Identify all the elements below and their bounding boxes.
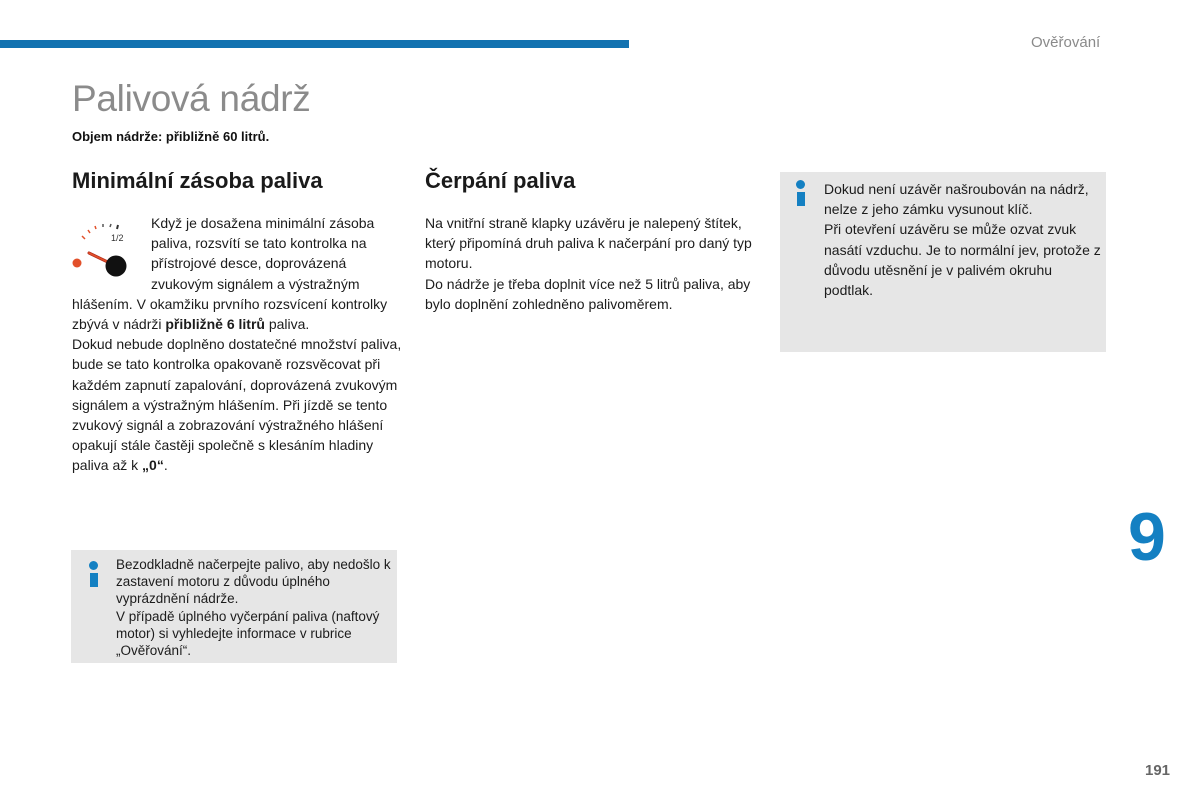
- info-box-fuel-cap-text: Dokud není uzávěr našroubován na nádrž, nelze z jeho zámku vysunout klíč. Při otevření uzávěru se může ozvat zvuk nasátí vzduchu. Je to normální jev, protože z důvodu utěsnění je v palivém okruhu podtlak.: [824, 181, 1101, 299]
- minimum-fuel-para-2: Dokud nebude doplněno dostatečné množství paliva, bude se tato kontrolka opakovaně rozsvěcovat při každém zapnutí zapalování, doprovázená zvukovým signálem a výstražným hlášením. Při jízdě se tento zvukový signál a zobrazování výstražného hlášení opakují stále častěji společně s klesáním hladiny paliva až k „0“.: [72, 336, 402, 474]
- top-accent-bar: [0, 40, 629, 48]
- minimum-fuel-section: [72, 213, 402, 476]
- info-box-empty-tank-text: Bezodkladně načerpejte palivo, aby nedošlo k zastavení motoru z důvodu úplného vyprázdnění nádrže. V případě úplného vyčerpání paliva (naftový motor) si vyhledejte informace v rubrice „Ověřování“.: [116, 557, 391, 659]
- section-header: Ověřování: [1031, 34, 1101, 51]
- info-icon: [796, 180, 805, 206]
- minimum-fuel-para-1: Když je dosažena minimální zásoba paliva, rozsvítí se tato kontrolka na přístrojové desce, doprovázená zvukovým signálem a výstražným hlášením. V okamžiku prvního rozsvícení kontrolky zbývá v nádrži přibližně 6 litrů paliva.: [72, 215, 388, 333]
- tank-capacity-note: Objem nádrže: přibližně 60 litrů.: [72, 129, 270, 144]
- chapter-number: 9: [1128, 499, 1166, 575]
- refuelling-para-2: Do nádrže je třeba doplnit více než 5 litrů paliva, aby bylo doplnění zohledněno palivoměrem.: [425, 275, 751, 312]
- heading-minimum-fuel: Minimální zásoba paliva: [72, 168, 323, 193]
- info-icon: [89, 561, 98, 587]
- refuelling-para-1: Na vnitřní straně klapky uzávěru je nalepený štítek, který připomíná druh paliva k načerpání pro daný typ motoru.: [425, 215, 752, 272]
- page-title: Palivová nádrž: [72, 78, 311, 119]
- refuelling-section: [425, 213, 755, 314]
- info-box-fuel-cap: [780, 172, 1106, 352]
- page-number: 191: [1145, 762, 1171, 779]
- info-box-empty-tank: [71, 550, 397, 663]
- gauge-half-label: 1/2: [111, 233, 124, 243]
- heading-refuelling: Čerpání paliva: [425, 168, 576, 193]
- fuel-gauge-icon: [72, 215, 140, 283]
